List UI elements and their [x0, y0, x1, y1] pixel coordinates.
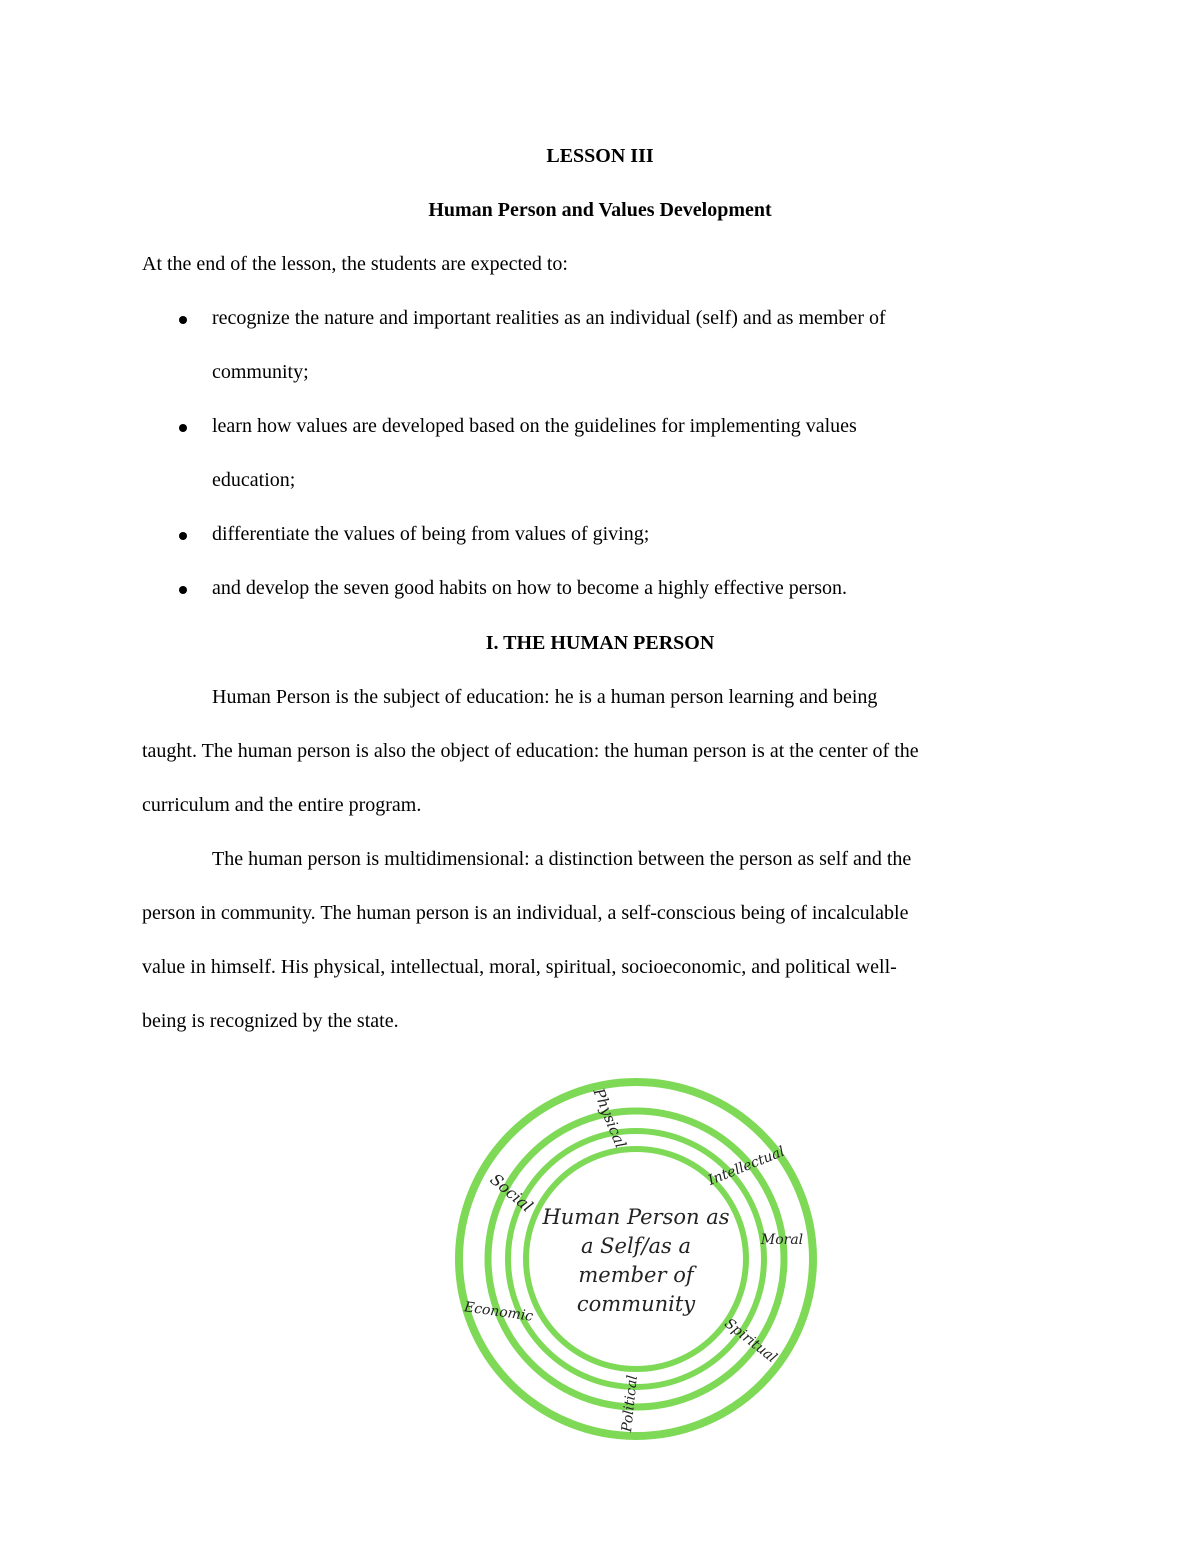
- paragraph-line: person in community. The human person is an individual, a self-conscious being of incalculable: [142, 902, 909, 924]
- intro-text: At the end of the lesson, the students are expected to:: [142, 253, 568, 275]
- paragraph-line: taught. The human person is also the object of education: the human person is at the center of the: [142, 740, 919, 762]
- lesson-number: LESSON III: [546, 145, 654, 167]
- center-label-line: member of: [578, 1263, 694, 1287]
- paragraph-line: being is recognized by the state.: [142, 1010, 399, 1032]
- paragraph-line: Human Person is the subject of education: he is a human person learning and being: [212, 686, 878, 708]
- objective-line: learn how values are developed based on the guidelines for implementing values: [212, 415, 857, 437]
- center-label: [541, 1205, 729, 1316]
- dimension-label: Moral: [760, 1232, 804, 1248]
- objective-line: differentiate the values of being from values of giving;: [212, 523, 650, 545]
- center-label-line: community: [576, 1292, 696, 1316]
- objective-line: and develop the seven good habits on how to become a highly effective person.: [212, 577, 848, 599]
- lesson-title: Human Person and Values Development: [428, 199, 772, 221]
- dimension-label: Political: [619, 1374, 641, 1433]
- objective-line: community;: [212, 361, 309, 383]
- dimension-label: Economic: [463, 1299, 535, 1325]
- paragraph-line: curriculum and the entire program.: [142, 794, 422, 816]
- dimension-label: Intellectual: [705, 1143, 788, 1189]
- dimension-label: Social: [486, 1169, 537, 1216]
- center-label-line: Human Person as: [542, 1205, 730, 1229]
- objective-line: recognize the nature and important realities as an individual (self) and as member of: [212, 307, 886, 329]
- center-label-line: a Self/as a: [580, 1234, 692, 1258]
- paragraph-line: The human person is multidimensional: a distinction between the person as self and the: [212, 848, 912, 870]
- dimension-label: Spiritual: [721, 1315, 780, 1367]
- objective-line: education;: [212, 469, 296, 491]
- paragraph-line: value in himself. His physical, intellectual, moral, spiritual, socioeconomic, and political well-: [142, 956, 897, 978]
- dimension-label: Physical: [589, 1085, 630, 1151]
- ring: [488, 1111, 784, 1407]
- section-heading: I. THE HUMAN PERSON: [485, 632, 715, 654]
